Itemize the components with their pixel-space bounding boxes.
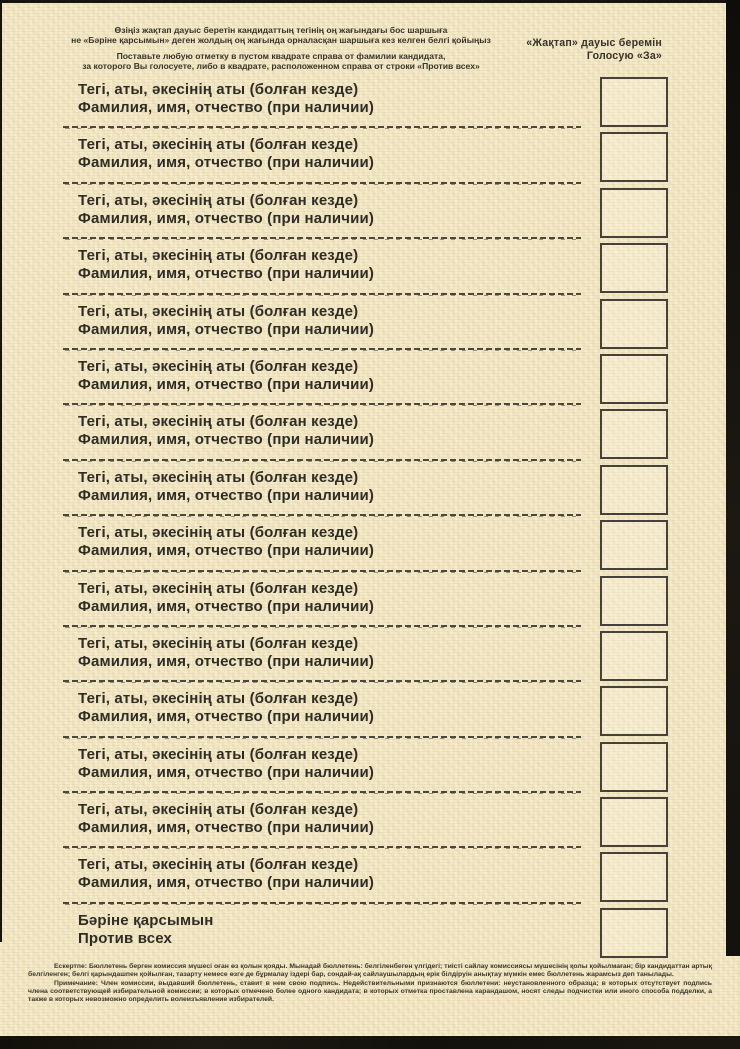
candidate-row bbox=[62, 131, 668, 186]
candidate-row bbox=[62, 519, 668, 574]
row-separator bbox=[63, 791, 581, 794]
candidate-label-kk: Тегі, аты, әкесінің аты (болған кезде) bbox=[78, 247, 359, 265]
row-separator bbox=[63, 293, 581, 296]
candidate-label-ru: Фамилия, имя, отчество (при наличии) bbox=[78, 375, 375, 393]
vote-checkbox[interactable] bbox=[600, 852, 668, 902]
vote-for-ru: Голосую «За» bbox=[586, 49, 662, 62]
row-separator bbox=[63, 736, 581, 739]
candidate-label-ru: Фамилия, имя, отчество (при наличии) bbox=[78, 597, 375, 615]
candidate-row bbox=[62, 464, 668, 519]
candidate-label-ru: Фамилия, имя, отчество (при наличии) bbox=[78, 320, 375, 338]
scan-edge-bottom bbox=[0, 1036, 740, 1049]
candidate-row bbox=[62, 685, 668, 740]
vote-checkbox[interactable] bbox=[600, 77, 668, 127]
candidate-label bbox=[62, 851, 668, 892]
candidate-label-ru: Фамилия, имя, отчество (при наличии) bbox=[78, 874, 375, 892]
ballot-footnote bbox=[28, 963, 712, 1004]
candidate-label-kk: Тегі, аты, әкесінің аты (болған кезде) bbox=[78, 413, 359, 431]
instruction-kk-line2: не «Бәріне қарсымын» деген жолдың оң жағында орналасқан шаршыға кез келген белгі қойыңыз bbox=[71, 35, 491, 45]
candidate-label-kk: Тегі, аты, әкесінің аты (болған кезде) bbox=[78, 634, 359, 652]
candidate-label bbox=[62, 685, 668, 726]
candidate-label bbox=[62, 575, 668, 616]
candidate-label bbox=[62, 242, 668, 283]
vote-checkbox[interactable] bbox=[600, 243, 668, 293]
row-separator bbox=[63, 846, 581, 849]
candidate-row bbox=[62, 353, 668, 408]
row-separator bbox=[63, 403, 581, 406]
vote-checkbox[interactable] bbox=[600, 132, 668, 182]
candidate-label bbox=[62, 298, 668, 339]
vote-checkbox[interactable] bbox=[600, 631, 668, 681]
candidate-row bbox=[62, 408, 668, 463]
instruction-ru-line1: Поставьте любую отметку в пустом квадрате справа от фамилии кандидата, bbox=[116, 51, 446, 61]
vote-checkbox[interactable] bbox=[600, 520, 668, 570]
candidate-label-kk: Тегі, аты, әкесінің аты (болған кезде) bbox=[78, 136, 359, 154]
candidate-label bbox=[62, 353, 668, 394]
candidate-label bbox=[62, 131, 668, 172]
vote-checkbox[interactable] bbox=[600, 742, 668, 792]
against-all-row bbox=[62, 907, 668, 962]
candidate-label-kk: Тегі, аты, әкесінің аты (болған кезде) bbox=[78, 81, 359, 98]
row-separator bbox=[63, 680, 581, 683]
row-separator bbox=[63, 237, 581, 240]
vote-checkbox[interactable] bbox=[600, 354, 668, 404]
candidate-label bbox=[62, 630, 668, 671]
candidate-label-kk: Тегі, аты, әкесінің аты (болған кезде) bbox=[78, 856, 359, 874]
candidate-row bbox=[62, 187, 668, 242]
vote-checkbox[interactable] bbox=[600, 797, 668, 847]
vote-checkbox[interactable] bbox=[600, 465, 668, 515]
scan-edge-right bbox=[726, 0, 740, 956]
vote-checkbox[interactable] bbox=[600, 299, 668, 349]
row-separator bbox=[63, 902, 581, 905]
candidate-label-kk: Тегі, аты, әкесінің аты (болған кезде) bbox=[78, 357, 359, 375]
candidate-row bbox=[62, 298, 668, 353]
candidate-label-kk: Тегі, аты, әкесінің аты (болған кезде) bbox=[78, 801, 359, 819]
against-all-label-kk: Бәріне қарсымын bbox=[78, 911, 214, 929]
row-separator bbox=[63, 514, 581, 517]
candidate-row bbox=[62, 76, 668, 131]
candidate-label bbox=[62, 408, 668, 449]
candidate-label-ru: Фамилия, имя, отчество (при наличии) bbox=[78, 763, 375, 781]
candidate-label-ru: Фамилия, имя, отчество (при наличии) bbox=[78, 486, 375, 504]
row-separator bbox=[63, 570, 581, 573]
candidate-label bbox=[62, 519, 668, 560]
candidate-label-ru: Фамилия, имя, отчество (при наличии) bbox=[78, 708, 375, 726]
row-separator bbox=[63, 348, 581, 351]
against-all-vote-checkbox[interactable] bbox=[600, 908, 668, 958]
candidate-rows bbox=[62, 76, 668, 907]
candidate-label-kk: Тегі, аты, әкесінің аты (болған кезде) bbox=[78, 302, 359, 320]
vote-checkbox[interactable] bbox=[600, 188, 668, 238]
candidate-label bbox=[62, 464, 668, 505]
candidate-row bbox=[62, 242, 668, 297]
against-all-label bbox=[62, 907, 668, 948]
instruction-ru-line2: за которого Вы голосуете, либо в квадрате, расположенном справа от строки «Против всех» bbox=[82, 61, 480, 71]
scan-edge-left bbox=[0, 0, 2, 942]
footnote-ru: Примечание: Член комиссии, выдавший бюллетень, ставит в нем свою подпись. Недействительными признаются бюллетени: неустановленного образца; в которых отсутствует подпись члена соответствующей избирательной комиссии; в которых отмечено более одного кандидата; в которых отметка проставлена карандашом, носят следы подчистки или иного способа подделки, а также в которых невозможно определить волеизъявление избирателей. bbox=[28, 979, 712, 1004]
against-all-label-ru: Против всех bbox=[78, 929, 173, 947]
vote-checkbox[interactable] bbox=[600, 686, 668, 736]
footnote-kk: Ескертпе: Бюллетень берген комиссия мүшесі оған өз қолын қояды. Мынадай бюллетень: белгіленбеген үлгідегі; тиісті сайлау комиссиясы мүшесінің қолы қойылмаған; бір кандидаттан артық белгіленген; белгі қарындашпен қойылған, тазарту немесе өзге де бұрмалау іздері бар, сондай-ақ сайлаушылардың ерік білдіруін анықтау мүмкін емес бюллетень жарамсыз деп танылады. bbox=[28, 963, 712, 979]
candidate-label-kk: Тегі, аты, әкесінің аты (болған кезде) bbox=[78, 690, 359, 708]
candidate-row bbox=[62, 851, 668, 906]
candidate-label bbox=[62, 796, 668, 837]
candidate-label bbox=[62, 76, 668, 117]
candidate-label-ru: Фамилия, имя, отчество (при наличии) bbox=[78, 265, 375, 283]
instruction-kk-line1: Өзіңіз жақтап дауыс беретін кандидаттың тегінің оң жағындағы бос шаршыға bbox=[114, 25, 448, 35]
candidate-label-ru: Фамилия, имя, отчество (при наличии) bbox=[78, 431, 375, 449]
candidate-row bbox=[62, 796, 668, 851]
candidate-label-ru: Фамилия, имя, отчество (при наличии) bbox=[78, 209, 375, 227]
ballot-rows bbox=[62, 76, 668, 962]
candidate-label-kk: Тегі, аты, әкесінің аты (болған кезде) bbox=[78, 468, 359, 486]
candidate-label-ru: Фамилия, имя, отчество (при наличии) bbox=[78, 542, 375, 560]
candidate-label-kk: Тегі, аты, әкесінің аты (болған кезде) bbox=[78, 191, 359, 209]
candidate-label-kk: Тегі, аты, әкесінің аты (болған кезде) bbox=[78, 579, 359, 597]
vote-checkbox[interactable] bbox=[600, 409, 668, 459]
candidate-label-ru: Фамилия, имя, отчество (при наличии) bbox=[78, 99, 375, 116]
candidate-row bbox=[62, 630, 668, 685]
vote-for-kk: «Жақтап» дауыс беремін bbox=[526, 37, 662, 49]
row-separator bbox=[63, 625, 581, 628]
candidate-label-ru: Фамилия, имя, отчество (при наличии) bbox=[78, 819, 375, 837]
candidate-label bbox=[62, 741, 668, 782]
scan-edge-top bbox=[0, 0, 740, 3]
candidate-row bbox=[62, 575, 668, 630]
candidate-label-kk: Тегі, аты, әкесінің аты (болған кезде) bbox=[78, 745, 359, 763]
row-separator bbox=[63, 126, 581, 129]
candidate-label bbox=[62, 187, 668, 228]
row-separator bbox=[63, 459, 581, 462]
candidate-label-ru: Фамилия, имя, отчество (при наличии) bbox=[78, 154, 375, 172]
candidate-label-ru: Фамилия, имя, отчество (при наличии) bbox=[78, 652, 375, 670]
vote-for-label bbox=[526, 37, 662, 62]
vote-checkbox[interactable] bbox=[600, 576, 668, 626]
row-separator bbox=[63, 182, 581, 185]
ballot-instructions bbox=[40, 25, 522, 71]
candidate-row bbox=[62, 741, 668, 796]
candidate-label-kk: Тегі, аты, әкесінің аты (болған кезде) bbox=[78, 524, 359, 542]
